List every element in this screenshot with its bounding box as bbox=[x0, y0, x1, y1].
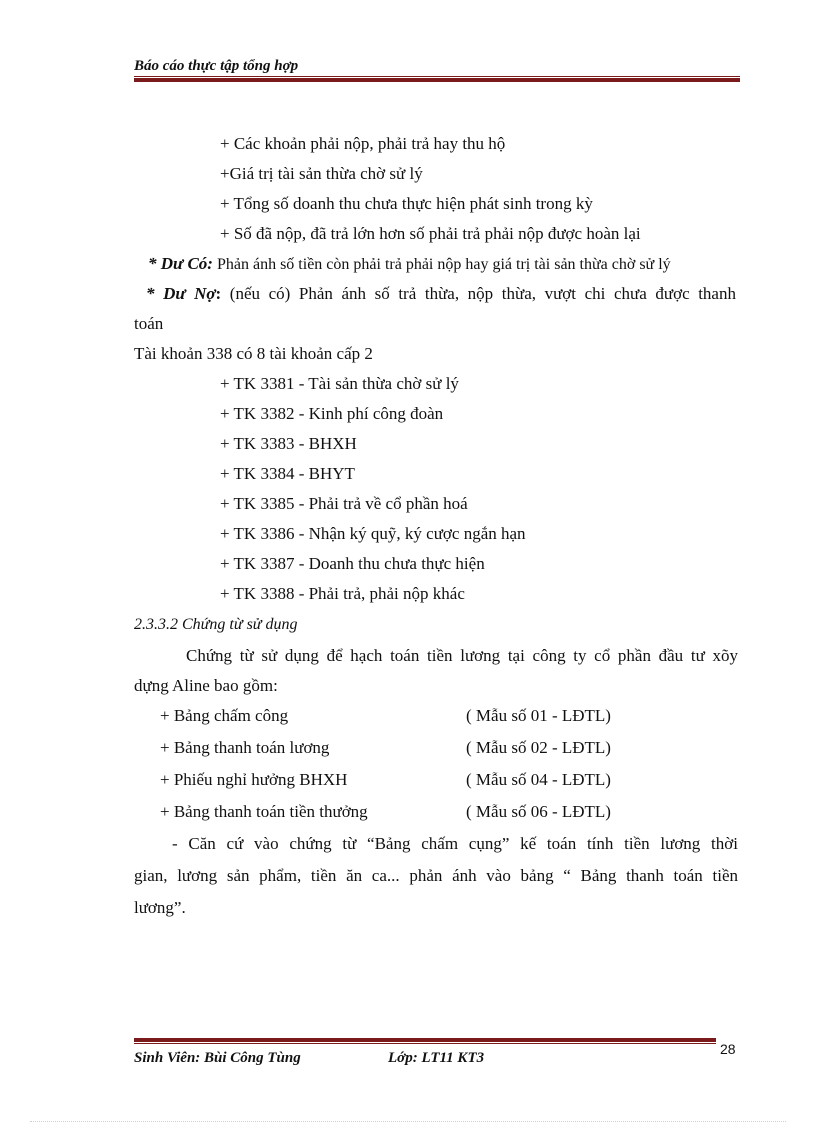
du-no-line bbox=[146, 284, 736, 304]
header-rule-thick bbox=[134, 78, 740, 82]
footer-student: Sinh Viên: Bùi Công Tùng bbox=[134, 1050, 301, 1066]
document-name: + Phiếu nghỉ hưởng BHXH bbox=[160, 770, 348, 789]
account-intro: Tài khoản 338 có 8 tài khoản cấp 2 bbox=[134, 344, 373, 363]
document-form: ( Mẫu số 04 - LĐTL) bbox=[466, 770, 611, 789]
page-number: 28 bbox=[720, 1041, 736, 1057]
intro-paragraph-line: dựng Aline bao gồm: bbox=[134, 676, 278, 695]
sub-account-item: + TK 3384 - BHYT bbox=[220, 464, 355, 483]
du-no-text-continued: toán bbox=[134, 314, 164, 333]
page-bottom-edge bbox=[30, 1121, 786, 1122]
sub-account-item: + TK 3387 - Doanh thu chưa thực hiện bbox=[220, 554, 485, 573]
credit-item: + Các khoản phải nộp, phải trả hay thu hộ bbox=[220, 134, 506, 153]
du-co-text: Phản ánh số tiền còn phải trả phải nộp hay giá trị tài sản thừa chờ sử lý bbox=[212, 256, 671, 273]
credit-item: + Tổng số doanh thu chưa thực hiện phát sinh trong kỳ bbox=[220, 194, 593, 213]
closing-paragraph-line: lương”. bbox=[134, 898, 186, 917]
document-name: + Bảng thanh toán lương bbox=[160, 738, 330, 757]
du-co-label: * Dư Có: bbox=[148, 254, 213, 273]
document-form: ( Mẫu số 01 - LĐTL) bbox=[466, 706, 611, 725]
document-form: ( Mẫu số 06 - LĐTL) bbox=[466, 802, 611, 821]
sub-account-item: + TK 3381 - Tài sản thừa chờ sử lý bbox=[220, 374, 459, 393]
sub-account-item: + TK 3382 - Kinh phí công đoàn bbox=[220, 404, 444, 423]
credit-item: +Giá trị tài sản thừa chờ sử lý bbox=[220, 164, 423, 183]
closing-paragraph-line: - Căn cứ vào chứng từ “Bảng chấm cụng” kế toán tính tiền lương thời bbox=[172, 834, 738, 853]
header-title: Báo cáo thực tập tổng hợp bbox=[134, 58, 299, 74]
document-form: ( Mẫu số 02 - LĐTL) bbox=[466, 738, 611, 757]
sub-account-item: + TK 3388 - Phải trả, phải nộp khác bbox=[220, 584, 465, 603]
footer-rule-thin bbox=[134, 1043, 716, 1044]
header-rule-thin bbox=[134, 76, 740, 77]
sub-account-item: + TK 3385 - Phải trả về cổ phần hoá bbox=[220, 494, 468, 513]
du-no-label: * Dư Nợ bbox=[146, 284, 216, 303]
sub-account-item: + TK 3386 - Nhận ký quỹ, ký cược ngắn hạn bbox=[220, 524, 526, 543]
du-no-text: (nếu có) Phản ánh số trả thừa, nộp thừa, vượt chi chưa được thanh bbox=[221, 284, 736, 303]
sub-account-item: + TK 3383 - BHXH bbox=[220, 434, 357, 453]
intro-paragraph-line: Chứng từ sử dụng để hạch toán tiền lương tại công ty cổ phần đầu tư xõy bbox=[186, 646, 738, 665]
document-name: + Bảng thanh toán tiền thưởng bbox=[160, 802, 368, 821]
closing-paragraph-line: gian, lương sản phẩm, tiền ăn ca... phản ánh vào bảng “ Bảng thanh toán tiền bbox=[134, 866, 738, 885]
footer-class: Lớp: LT11 KT3 bbox=[388, 1050, 485, 1066]
footer-rule-thick bbox=[134, 1038, 716, 1042]
section-heading: 2.3.3.2 Chứng từ sử dụng bbox=[134, 616, 298, 633]
credit-item: + Số đã nộp, đã trả lớn hơn số phải trả phải nộp được hoàn lại bbox=[220, 224, 641, 243]
document-name: + Bảng chấm công bbox=[160, 706, 289, 725]
du-no-colon: : bbox=[215, 284, 222, 303]
du-co-line bbox=[148, 254, 671, 274]
